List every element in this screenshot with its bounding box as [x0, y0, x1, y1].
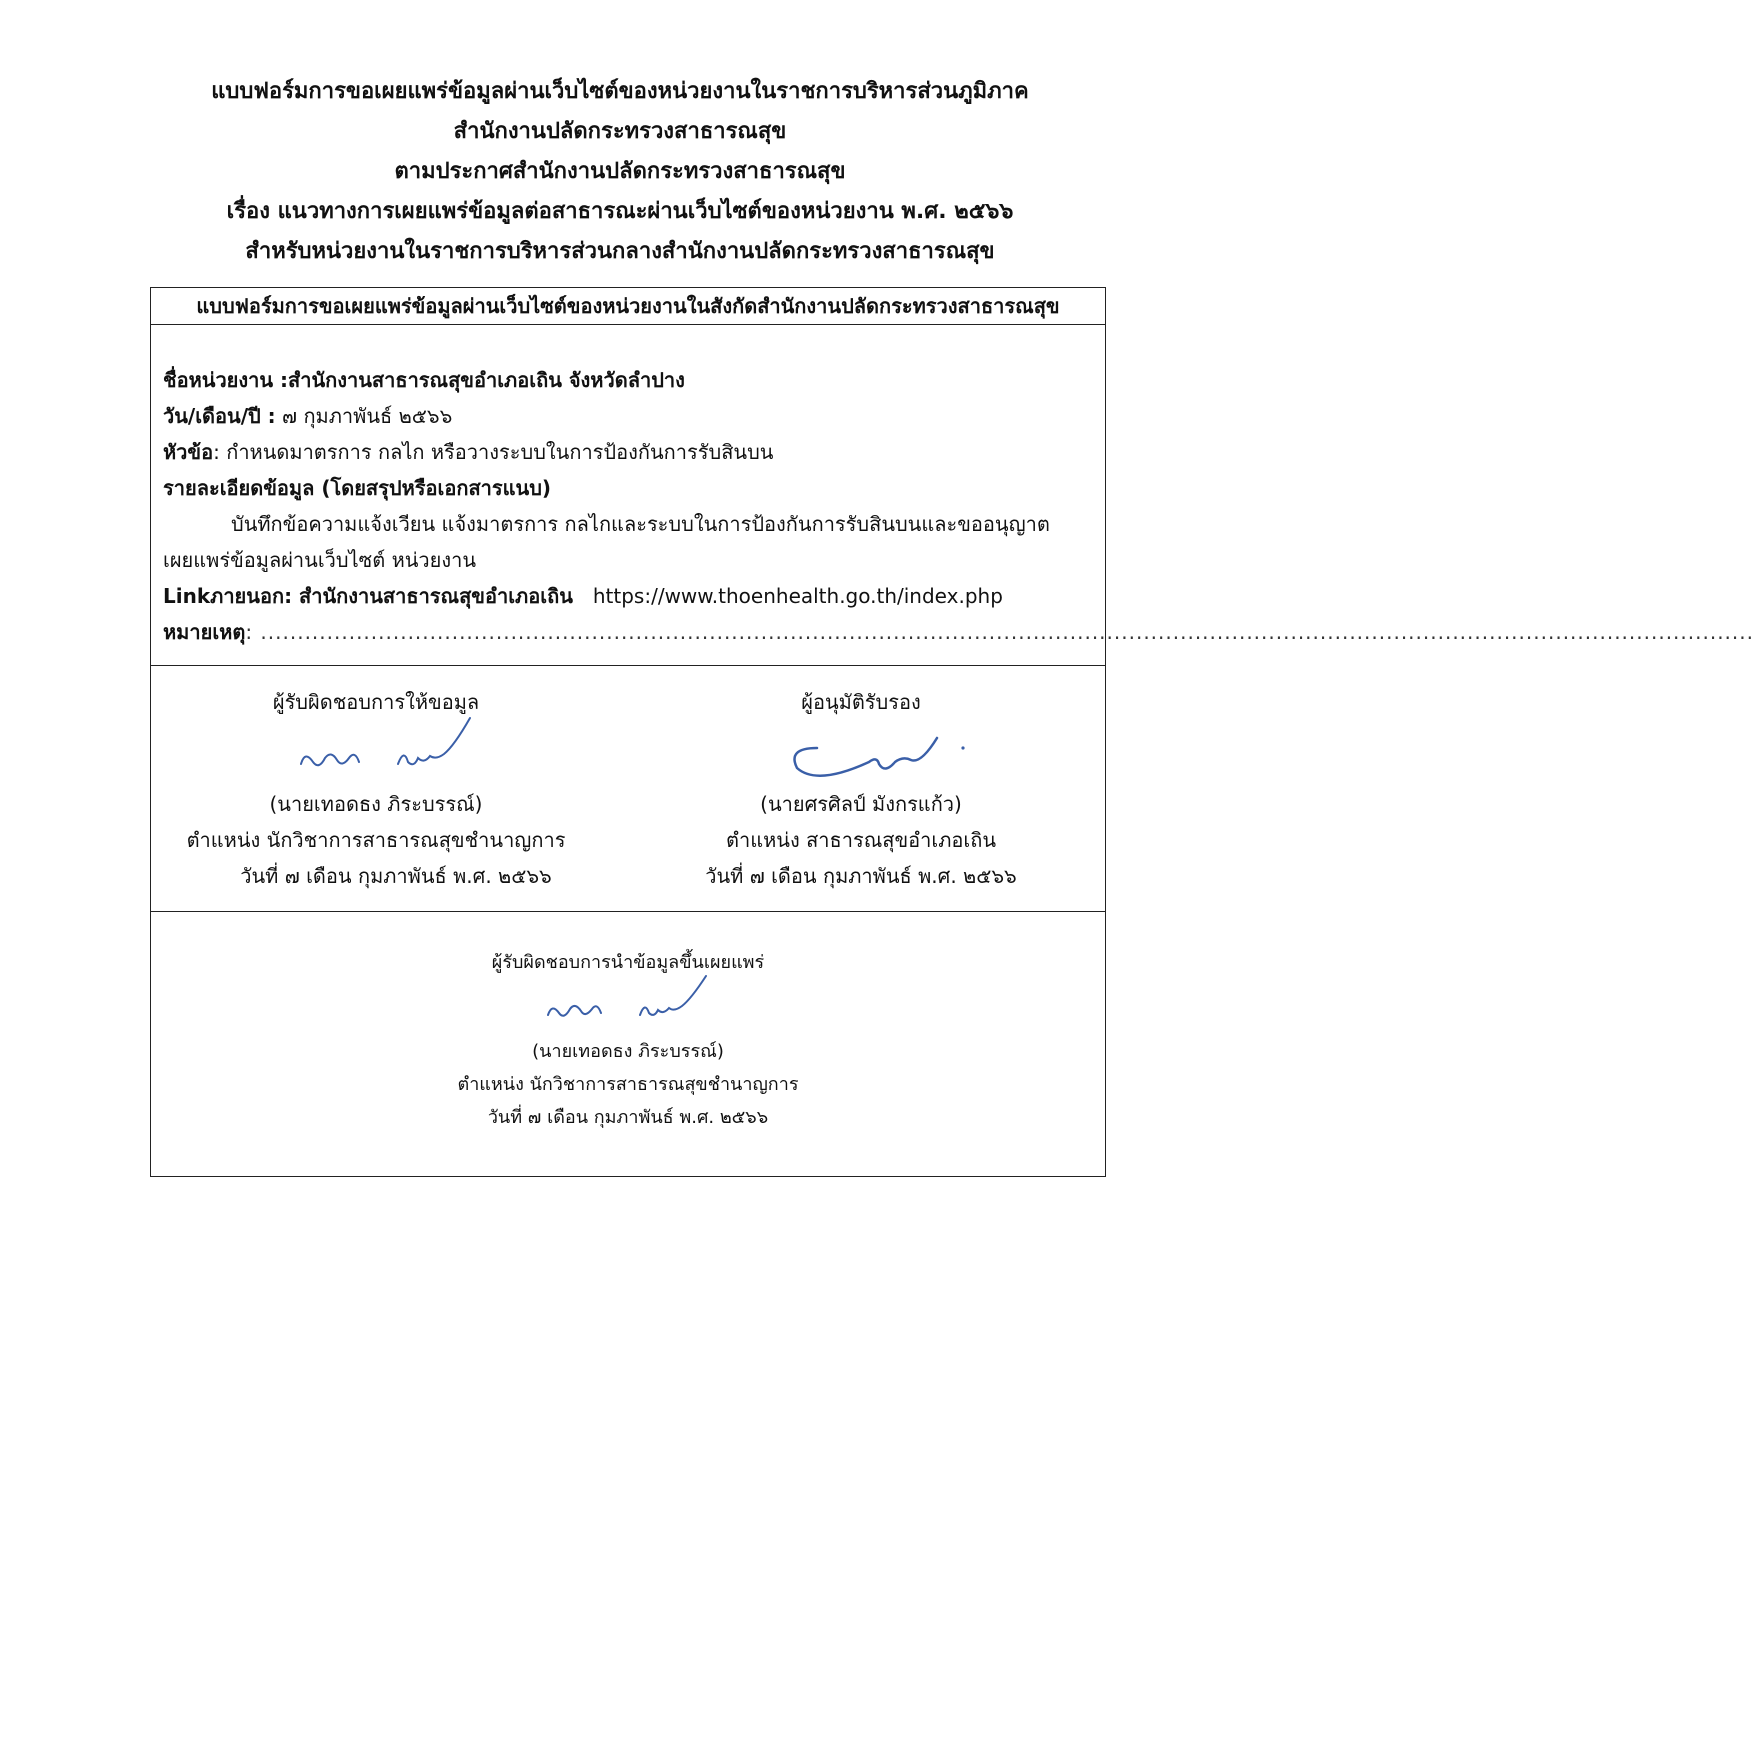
publisher-date: วันที่ ๗ เดือน กุมภาพันธ์ พ.ศ. ๒๕๖๖: [487, 1107, 769, 1128]
publisher-position: ตำแหน่ง นักวิชาการสาธารณสุขชำนาญการ: [457, 1074, 799, 1095]
responsible-position: ตำแหน่ง นักวิชาการสาธารณสุขชำนาญการ: [186, 828, 566, 852]
responsible-role: ผู้รับผิดชอบการให้ขอมูล: [272, 690, 480, 714]
link-line: [163, 579, 1003, 613]
date-line: [163, 399, 452, 433]
handwritten-signature-icon: [731, 720, 991, 786]
detail-line-1: บันทึกข้อความแจ้งเวียน แจ้งมาตรการ กลไกและระบบในการป้องกันการรับสินบนและขออนุญาต: [231, 512, 1050, 536]
link-url[interactable]: https://www.thoenhealth.go.th/index.php: [592, 584, 1003, 608]
note-line: [163, 615, 1754, 649]
date-value: ๗ กุมภาพันธ์ ๒๕๖๖: [275, 404, 453, 428]
agency-line: [163, 363, 685, 397]
header-line-2: สำนักงานปลัดกระทรวงสาธารณสุข: [453, 119, 787, 144]
handwritten-signature-icon: [508, 979, 748, 1035]
handwritten-signature-icon: [246, 720, 506, 786]
agency-label: ชื่อหน่วยงาน :: [163, 368, 289, 392]
detail-line-2: เผยแพร่ข้อมูลผ่านเว็บไซต์ หน่วยงาน: [163, 548, 477, 572]
approver-date: วันที่ ๗ เดือน กุมภาพันธ์ พ.ศ. ๒๕๖๖: [705, 864, 1017, 888]
agency-value: สำนักงานสาธารณสุขอำเภอเถิน จังหวัดลำปาง: [288, 368, 685, 392]
approver-position: ตำแหน่ง สาธารณสุขอำเภอเถิน: [725, 828, 997, 852]
responsible-date: วันที่ ๗ เดือน กุมภาพันธ์ พ.ศ. ๒๕๖๖: [240, 864, 552, 888]
form-title: แบบฟอร์มการขอเผยแพร่ข้อมูลผ่านเว็บไซต์ของหน่วยงานในสังกัดสำนักงานปลัดกระทรวงสาธารณสุข: [151, 288, 1105, 325]
publisher-signature-block: [151, 946, 1105, 1134]
publisher-section: [151, 912, 1105, 1176]
header-line-5: สำหรับหน่วยงานในราชการบริหารส่วนกลางสำนักงานปลัดกระทรวงสาธารณสุข: [245, 239, 995, 264]
publication-form: [150, 287, 1754, 1177]
note-label: หมายเหตุ: [163, 620, 246, 644]
topic-label: หัวข้อ: [163, 440, 214, 464]
link-label: Linkภายนอก: [163, 584, 285, 608]
document-header: [0, 72, 1240, 272]
header-line-3: ตามประกาศสำนักงานปลัดกระทรวงสาธารณสุข: [394, 159, 846, 184]
header-line-4: เรื่อง แนวทางการเผยแพร่ข้อมูลต่อสาธารณะผ่านเว็บไซต์ของหน่วยงาน พ.ศ. ๒๕๖๖: [226, 199, 1014, 224]
approver-name: (นายศรศิลป์ มังกรแก้ว): [760, 792, 962, 816]
header-line-1: แบบฟอร์มการขอเผยแพร่ข้อมูลผ่านเว็บไซต์ของหน่วยงานในราชการบริหารส่วนภูมิภาค: [211, 79, 1029, 104]
topic-line: [163, 435, 773, 469]
detail-label: รายละเอียดข้อมูล (โดยสรุปหรือเอกสารแนบ): [163, 476, 552, 500]
form-info-section: [151, 325, 1754, 666]
link-agency: : สำนักงานสาธารณสุขอำเภอเถิน: [284, 584, 573, 608]
topic-value: : กำหนดมาตรการ กลไก หรือวางระบบในการป้องกันการรับสินบน: [213, 440, 774, 464]
responsible-name: (นายเทอดธง ภิระบรรณ์): [269, 792, 483, 816]
approver-signature-block: [641, 684, 1081, 894]
publisher-role: ผู้รับผิดชอบการนำข้อมูลขึ้นเผยแพร่: [491, 952, 765, 973]
publisher-name: (นายเทอดธง ภิระบรรณ์): [532, 1041, 724, 1062]
signature-section: [151, 666, 1105, 912]
approver-role: ผู้อนุมัติรับรอง: [801, 690, 921, 714]
note-value: : ...........................................................................................................................................................................................................: [245, 620, 1754, 644]
responsible-signature-block: [151, 684, 601, 894]
date-label: วัน/เดือน/ปี :: [163, 404, 276, 428]
